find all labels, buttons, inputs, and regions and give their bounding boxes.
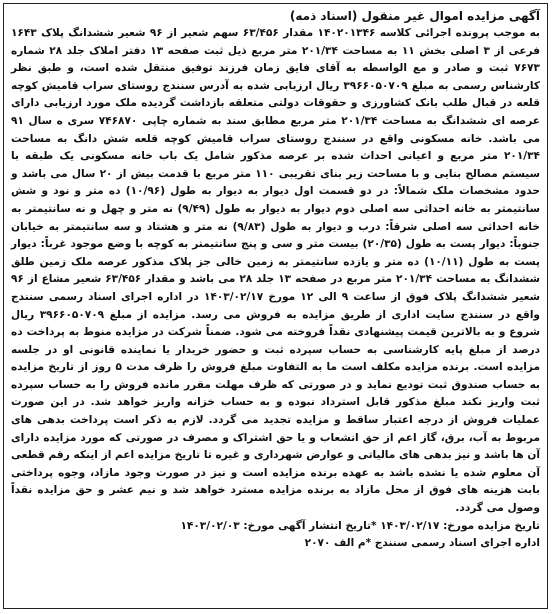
notice-dates: تاریخ مزایده مورخ: ۱۴۰۳/۰۲/۱۷ *تاریخ انتشار آگهی مورخ: ۱۴۰۳/۰۲/۰۳ bbox=[180, 519, 540, 532]
notice-signature: اداره اجرای اسناد رسمی سنندج *م الف ۲۰۷۰ bbox=[304, 537, 540, 550]
notice-body: به موجب پرونده اجرائی کلاسه ۱۴۰۲۰۱۳۴۶ مقدار ۶۳/۴۵۶ سهم شعیر از ۹۶ شعیر ششدانگ پلاک ۱۶۴۳ فرعی از ۳ اصلی بخش ۱۱ به مساحت ۲۰۱/۳۴ متر مربع ذیل ثبت صفحه ۱۳ دفتر املاک جلد ۲۸ شماره ۷۶۷۳ ثبت و صادر و مع الواسطه به آقای فایق زمان فرزند توفیق منتقل شده است، و طبق نظر کارشناس رسمی به مبلغ ۳۹۶۶۰۵۰۷۰۹ ریال ارزیابی شده به آدرس سنندج روستای سراب قامیش کوچه قلعه در قبال طلب بانک کشاورزی و حقوقات دولتی متعلقه بازداشت گردیده ملک مورد ارزیابی دارای عرصه ای ششدانگ به مساحت ۲۰۱/۳۴ متر مربع مطابق سند به شماره چاپی ۷۴۶۸۷۰ سری ه سال ۹۱ می باشد. خانه مسکونی واقع در سنندج روستای سراب قامیش کوچه قلعه شش دانگ به مساحت ۲۰۱/۳۴ متر مربع و اعیانی احداث شده بر عرصه مذکور شامل یک باب خانه مسکونی یک طبقه با سیستم مصالح بنایی و با مساحت زیر بنای تقریبی ۱۱۰ متر مربع با قدمت بیش از ۲۰ سال می باشد و حدود مشخصات ملک شمالاً: در دو قسمت اول دیوار به دیوار به طول (۱۰/۹۶) ده متر و نود و شش سانتیمتر به خانه احداثی سه اصلی دوم دیوار به دیوار به طول (۹/۴۹) نه متر و چهل و نه سانتیمتر به خانه احداثی سه اصلی شرقاً: درب و دیوار به طول (۹/۸۳) نه متر و هشتاد و سه سانتیمتر به خیابان جنوباً: دیوار پست به طول (۲۰/۳۵) بیست متر و سی و پنج سانتیمتر به کوچه با وضع موجود غرباً: دیوار پست به طول (۱۰/۱۱) ده متر و یازده سانتیمتر به زمین خالی جز پلاک مذکور عرصه ملک زمین طلق ششدانگ به مساحت ۲۰۱/۳۴ متر مربع در صفحه ۱۳ جلد ۲۸ می باشد و مقدار ۶۳/۴۵۶ شعیر مشاع از ۹۶ شعیر ششدانگ پلاک فوق از ساعت ۹ الی ۱۲ مورخ ۱۴۰۳/۰۲/۱۷ در اداره اجرای اسناد رسمی سنندج واقع در سنندج سایت اداری از طریق مزایده به فروش می رسد. مزایده از مبلغ ۳۹۶۶۰۵۰۷۰۹ ریال شروع و به بالاترین قیمت پیشنهادی نقداً فروخته می شود. ضمناً شرکت در مزایده منوط به پرداخت ده درصد از مبلغ پایه کارشناسی به حساب سپرده ثبت و حضور خریدار یا نماینده قانونی او در جلسه مزایده است. برنده مزایده مکلف است ما به التفاوت مبلغ فروش را ظرف مدت ۵ روز از تاریخ مزایده به حساب صندوق ثبت تودیع نماید و در صورتی که ظرف مهلت مقرر مانده فروش را به حساب سپرده ثبت واریز نکند مبلغ مذکور قابل استرداد نبوده و به حساب خزانه واریز خواهد شد. در این صورت عملیات فروش از درجه اعتبار ساقط و مزایده تجدید می گردد. لازم به ذکر است پرداخت بدهی های مربوط به آب، برق، گاز اعم از حق انشعاب و یا حق اشتراک و مصرف در صورتی که مورد مزایده دارای آن ها باشد و نیز بدهی های مالیاتی و عوارض شهرداری و غیره تا تاریخ مزایده اعم از اینکه رقم قطعی آن معلوم شده یا نشده باشد به عهده برنده مزایده است و نیز در صورت وجود مازاد، وجوه پرداختی بابت هزینه های فوق از محل مازاد به برنده مزایده مسترد خواهد شد و نیم عشر و حق مزایده نقداً وصول می گردد. bbox=[11, 27, 541, 515]
notice-title: آگهی مزایده اموال غیر منقول (اسناد ذمه) bbox=[289, 9, 540, 23]
auction-notice bbox=[3, 3, 548, 609]
